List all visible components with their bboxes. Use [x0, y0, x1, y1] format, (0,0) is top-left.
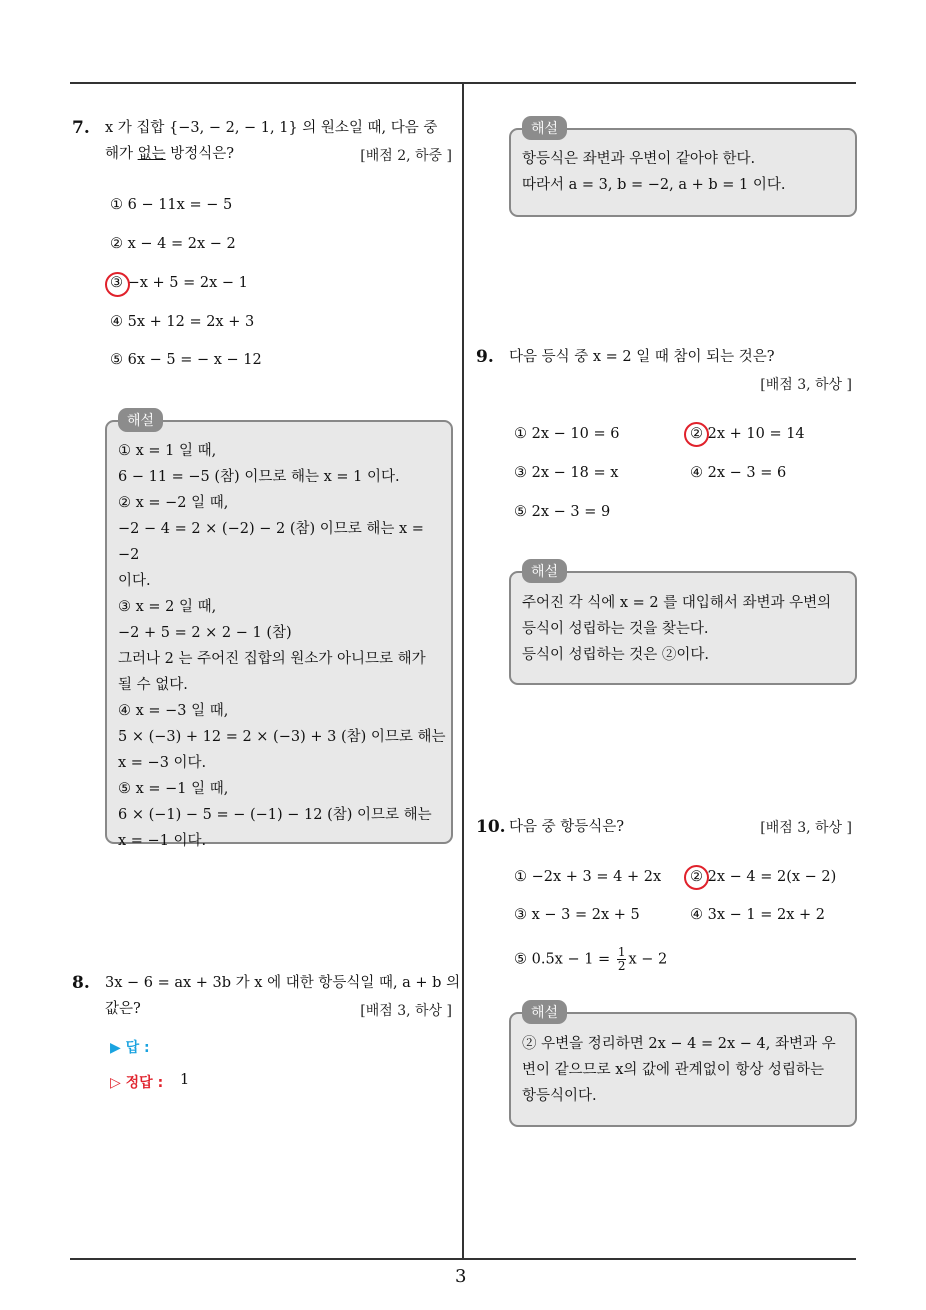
- q9-option-5[interactable]: ⑤ 2x − 3 = 9: [514, 504, 611, 520]
- q9-option-3[interactable]: ③ 2x − 18 = x: [514, 465, 619, 481]
- q8-text-line2: 값은?: [105, 1001, 141, 1017]
- q7-text-line1: x 가 집합 {−3, − 2, − 1, 1} 의 원소일 때, 다음 중: [105, 120, 438, 136]
- q7-text-post: 방정식은?: [165, 146, 235, 162]
- q10-option-1[interactable]: ① −2x + 3 = 4 + 2x: [514, 869, 662, 885]
- q9-explanation: [522, 590, 852, 668]
- q7-text-underlined: 없는: [137, 146, 166, 162]
- q7-expl-line: 6 − 11 = −5 (참) 이므로 해는 x = 1 이다.: [118, 469, 400, 485]
- q8-text-line1: 3x − 6 = ax + 3b 가 x 에 대한 항등식일 때, a + b 의: [105, 975, 461, 991]
- q7-expl-line: x = −1 이다.: [118, 833, 207, 849]
- q9-option-2[interactable]: ② 2x + 10 = 14: [690, 426, 805, 442]
- q7-answer-mark-circle: [105, 272, 130, 297]
- q7-text-line2: [105, 141, 234, 167]
- q7-expl-line: x = −3 이다.: [118, 755, 207, 771]
- q10-option-5[interactable]: [514, 946, 667, 973]
- q8-correct-label: ▷ 정답 :: [110, 1075, 164, 1091]
- q7-expl-line: 될 수 없다.: [118, 677, 188, 693]
- q8-explanation: [522, 146, 852, 198]
- q7-number: 7.: [72, 118, 90, 138]
- q10-number: 10.: [476, 817, 506, 837]
- q7-expl-line: 6 × (−1) − 5 = − (−1) − 12 (참) 이므로 해는: [118, 807, 432, 823]
- q10-option-3[interactable]: ③ x − 3 = 2x + 5: [514, 907, 640, 923]
- q7-expl-line: ① x = 1 일 때,: [118, 443, 217, 459]
- q7-option-3[interactable]: ③ −x + 5 = 2x − 1: [110, 275, 248, 291]
- q10-option-2[interactable]: ② 2x − 4 = 2(x − 2): [690, 869, 837, 885]
- bottom-rule: [70, 1258, 856, 1260]
- q7-expl-line: ④ x = −3 일 때,: [118, 703, 229, 719]
- q10-answer-mark-circle: [684, 865, 709, 890]
- q7-expl-line: ⑤ x = −1 일 때,: [118, 781, 229, 797]
- q8-answer-label: ▶ 답 :: [110, 1040, 150, 1056]
- page-number: 3: [455, 1266, 467, 1287]
- q9-answer-mark-circle: [684, 422, 709, 447]
- q10-fraction: [617, 946, 627, 973]
- q8-explanation-badge: 해설: [522, 116, 567, 140]
- q8-correct-value: 1: [180, 1072, 190, 1088]
- q9-explanation-badge: 해설: [522, 559, 567, 583]
- q7-expl-line: 5 × (−3) + 12 = 2 × (−3) + 3 (참) 이므로 해는: [118, 729, 446, 745]
- q10-explanation: [522, 1031, 852, 1109]
- q8-expl-line: 항등식은 좌변과 우변이 같아야 한다.: [522, 151, 756, 167]
- q7-expl-line: 그러나 2 는 주어진 집합의 원소가 아니므로 해가: [118, 651, 426, 667]
- q9-expl-line: 주어진 각 식에 x = 2 를 대입해서 좌변과 우변의: [522, 595, 832, 611]
- q10-text: 다음 중 항등식은?: [509, 819, 625, 835]
- q10-score: [배점 3, 하상 ]: [760, 820, 852, 836]
- q9-option-1[interactable]: ① 2x − 10 = 6: [514, 426, 620, 442]
- q8-number: 8.: [72, 973, 90, 993]
- q7-expl-line: −2 + 5 = 2 × 2 − 1 (참): [118, 625, 292, 641]
- q9-number: 9.: [476, 347, 494, 367]
- q7-explanation: [118, 438, 448, 854]
- q10-expl-line: ② 우변을 정리하면 2x − 4 = 2x − 4, 좌변과 우: [522, 1036, 836, 1052]
- q7-expl-line: ③ x = 2 일 때,: [118, 599, 217, 615]
- q9-expl-line: 등식이 성립하는 것을 찾는다.: [522, 621, 709, 637]
- q7-option-2[interactable]: ② x − 4 = 2x − 2: [110, 236, 236, 252]
- q9-expl-line: 등식이 성립하는 것은 ②이다.: [522, 647, 710, 663]
- q7-expl-line: −2 − 4 = 2 × (−2) − 2 (참) 이므로 해는 x = −2: [118, 521, 424, 563]
- q10-explanation-badge: 해설: [522, 1000, 567, 1024]
- column-divider: [462, 82, 464, 1260]
- q7-option-5[interactable]: ⑤ 6x − 5 = − x − 12: [110, 352, 262, 368]
- q7-explanation-badge: 해설: [118, 408, 163, 432]
- q7-text-pre: 해가: [105, 146, 138, 162]
- q10-fraction-num: 1: [617, 945, 626, 959]
- q7-expl-line: ② x = −2 일 때,: [118, 495, 229, 511]
- q7-option-1[interactable]: ① 6 − 11x = − 5: [110, 197, 233, 213]
- q9-option-4[interactable]: ④ 2x − 3 = 6: [690, 465, 787, 481]
- q9-score: [배점 3, 하상 ]: [760, 377, 852, 393]
- q8-score: [배점 3, 하상 ]: [360, 1003, 452, 1019]
- q10-option-5-lhs: ⑤ 0.5x − 1 =: [514, 951, 615, 968]
- q7-score: [배점 2, 하중 ]: [360, 148, 452, 164]
- q7-expl-line: 이다.: [118, 573, 151, 589]
- q10-option-4[interactable]: ④ 3x − 1 = 2x + 2: [690, 907, 825, 923]
- q10-expl-line: 변이 같으므로 x의 값에 관계없이 항상 성립하는: [522, 1062, 824, 1078]
- q10-fraction-den: 2: [617, 959, 626, 973]
- q7-option-4[interactable]: ④ 5x + 12 = 2x + 3: [110, 314, 255, 330]
- q10-option-5-rhs: x − 2: [628, 951, 668, 968]
- q9-text: 다음 등식 중 x = 2 일 때 참이 되는 것은?: [509, 349, 775, 365]
- q10-expl-line: 항등식이다.: [522, 1088, 597, 1104]
- q8-expl-line: 따라서 a = 3, b = −2, a + b = 1 이다.: [522, 177, 786, 193]
